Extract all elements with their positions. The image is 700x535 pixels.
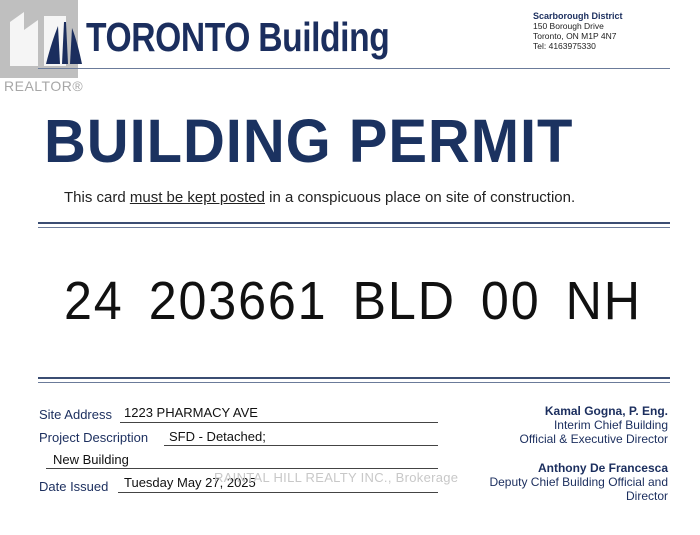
- posting-notice: [64, 189, 575, 206]
- logo-word-building: Building: [258, 14, 390, 60]
- date-issued-value: Tuesday May 27, 2025: [124, 475, 256, 490]
- notice-text-2: in a conspicuous place on site of construction.: [264, 189, 576, 206]
- date-issued-label: Date Issued: [39, 479, 109, 494]
- signatory-chief-name: Kamal Gogna, P. Eng.: [544, 404, 668, 418]
- address-line-1: 150 Borough Drive: [533, 21, 604, 31]
- site-address-value: 1223 PHARMACY AVE: [124, 405, 258, 420]
- phone: Tel: 4163975330: [533, 41, 596, 51]
- toronto-logo-icon: [44, 18, 84, 66]
- divider-upper-b: [38, 227, 670, 228]
- notice-text-1: This card: [64, 189, 130, 206]
- signatory-chief-title-1: Interim Chief Building: [553, 418, 668, 432]
- site-address-label: Site Address: [39, 407, 112, 422]
- project-description-underline: [164, 445, 438, 446]
- notice-text-underlined: must be kept posted: [129, 189, 265, 206]
- divider-lower-a: [38, 377, 670, 379]
- signatory-chief-title-2: Official & Executive Director: [519, 432, 668, 446]
- district-address: [533, 11, 623, 51]
- header-divider: [38, 68, 670, 69]
- divider-upper-a: [38, 222, 670, 224]
- project-description-label: Project Description: [39, 430, 149, 445]
- signatory-deputy-title-2: Director: [625, 489, 668, 503]
- divider-lower-b: [38, 382, 670, 383]
- date-issued-underline: [118, 492, 438, 493]
- address-line-2: Toronto, ON M1P 4N7: [533, 31, 617, 41]
- project-description-underline-2: [46, 468, 438, 469]
- logo-word-toronto: TORONTO: [86, 14, 250, 60]
- page-title: BUILDING PERMIT: [44, 107, 574, 175]
- brokerage-watermark: RAINTAL HILL REALTY INC., Brokerage: [214, 470, 459, 485]
- permit-number: 24 203661 BLD 00 NH: [64, 271, 642, 331]
- district-name: Scarborough District: [533, 11, 623, 21]
- signatory-deputy-name: Anthony De Francesca: [537, 461, 668, 475]
- site-address-underline: [120, 422, 438, 423]
- toronto-building-logo: [86, 14, 389, 61]
- project-description-value-2: New Building: [53, 452, 129, 467]
- signatory-chief: [520, 404, 669, 446]
- signatory-deputy: [489, 461, 668, 503]
- realtor-label: REALTOR®: [4, 78, 84, 94]
- signatory-deputy-title-1: Deputy Chief Building Official and: [489, 475, 668, 489]
- project-description-value: SFD - Detached;: [169, 429, 266, 444]
